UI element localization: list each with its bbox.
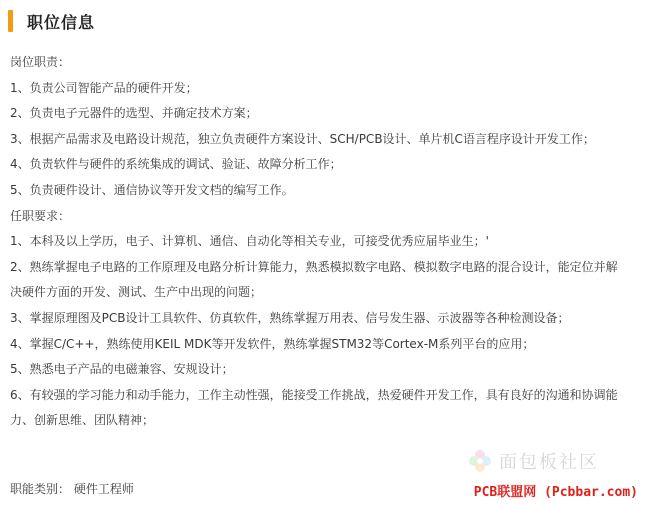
watermark [467, 446, 642, 476]
flower-logo-icon [467, 448, 493, 474]
requirement-item: 4、掌握C/C++，熟练使用KEIL MDK等开发软件，熟练掌握STM32等Cortex-M系列平台的应用； [10, 336, 535, 351]
requirement-item: 6、有较强的学习能力和动手能力，工作主动性强，能接受工作挑战，热爱硬件开发工作，具有良好的沟通和协调能力、创新思维、团队精神； [10, 387, 618, 428]
requirements-heading: 任职要求： [10, 208, 71, 223]
job-description [10, 50, 628, 434]
section-header [0, 6, 648, 36]
watermark-text: 面包板社区 [499, 452, 599, 473]
duty-item: 2、负责电子元器件的选型、并确定技术方案； [10, 106, 258, 121]
section-title: 职位信息 [27, 12, 96, 32]
requirement-item: 2、熟练掌握电子电路的工作原理及电路分析计算能力，熟悉模拟数字电路、模拟数字电路的混合设计，能定位并解决硬件方面的开发、测试、生产中出现的问题； [10, 259, 618, 300]
duty-item: 1、负责公司智能产品的硬件开发； [10, 80, 198, 95]
duty-item: 5、负责硬件设计、通信协议等开发文档的编写工作。 [10, 182, 294, 197]
accent-bar [8, 10, 13, 32]
duty-item: 4、负责软件与硬件的系统集成的调试、验证、故障分析工作； [10, 157, 342, 172]
duties-heading: 岗位职责： [10, 55, 71, 69]
requirement-item: 3、掌握原理图及PCB设计工具软件、仿真软件，熟练掌握万用表、信号发生器、示波器等各种检测设备； [10, 310, 570, 325]
site-banner: PCB联盟网 (Pcbbar.com) [472, 481, 640, 500]
requirement-item: 1、本科及以上学历，电子、计算机、通信、自动化等相关专业，可接受优秀应届毕业生；' [10, 234, 489, 249]
duty-item: 3、根据产品需求及电路设计规范，独立负责硬件方案设计、SCH/PCB设计、单片机C语言程序设计开发工作； [10, 131, 595, 146]
job-category: 职能类别： 硬件工程师 [10, 482, 134, 496]
requirement-item: 5、熟悉电子产品的电磁兼容、安规设计； [10, 362, 234, 377]
